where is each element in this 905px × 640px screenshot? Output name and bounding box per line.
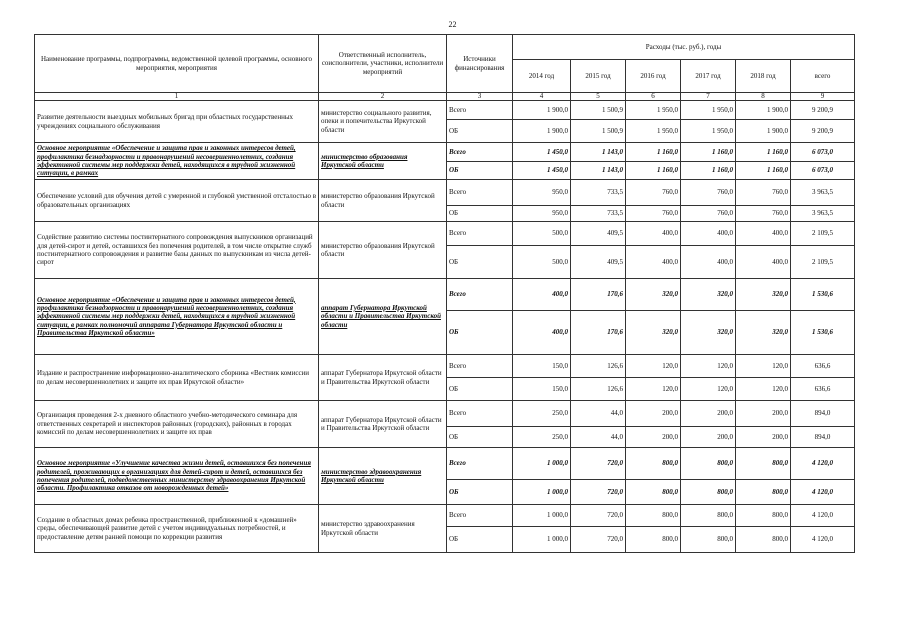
total-value: 6 073,0 [791,143,855,162]
year-value: 1 143,0 [571,162,626,180]
funding-source: Всего [447,180,513,206]
year-value: 1 160,0 [736,162,791,180]
table-row [35,101,855,120]
year-value: 760,0 [626,180,681,206]
table-row [35,180,855,206]
year-value: 800,0 [626,480,681,505]
column-number: 6 [626,93,681,101]
total-value: 1 530,6 [791,311,855,355]
activity-name: Создание в областных домах ребенка пространственной, приближенной к «домашней» среды, обеспечивающей развитие детей с учетом индивидуальных потребностей, и предоставление детям ранней помощи по коррекции развития [35,505,319,553]
funding-source: ОБ [447,246,513,279]
year-value: 800,0 [626,505,681,527]
year-value: 760,0 [736,206,791,222]
year-value: 120,0 [626,355,681,378]
year-value: 760,0 [736,180,791,206]
year-value: 400,0 [736,246,791,279]
year-value: 800,0 [736,448,791,480]
year-value: 320,0 [681,311,736,355]
total-value: 3 963,5 [791,180,855,206]
total-value: 6 073,0 [791,162,855,180]
year-value: 800,0 [736,527,791,553]
year-value: 120,0 [681,378,736,401]
year-value: 1 900,0 [513,120,571,143]
year-value: 170,6 [571,311,626,355]
funding-source: ОБ [447,120,513,143]
total-value: 9 200,9 [791,120,855,143]
year-value: 720,0 [571,505,626,527]
table-body [35,101,855,553]
header-responsible: Ответственный исполнитель, соисполнители, участники, исполнители мероприятий [319,35,447,93]
column-number: 7 [681,93,736,101]
funding-source: ОБ [447,480,513,505]
year-value: 1 500,9 [571,120,626,143]
funding-source: Всего [447,101,513,120]
year-value: 800,0 [736,505,791,527]
total-value: 2 109,5 [791,222,855,246]
year-value: 120,0 [626,378,681,401]
total-value: 894,0 [791,427,855,448]
funding-source: ОБ [447,162,513,180]
activity-name: Развитие деятельности выездных мобильных бригад при областных государственных учреждениях социального обслуживания [35,101,319,143]
responsible-executor: министерство образования Иркутской области [319,222,447,279]
header-sources: Источники финансирования [447,35,513,93]
page-number: 22 [448,20,457,29]
activity-name: Основное мероприятие «Обеспечение и защита прав и законных интересов детей, профилактика безнадзорности и правонарушений несовершеннолетних, создания эффективной системы мер поддержки детей, находящихся в трудной жизненной ситуации, в рамках [35,143,319,180]
column-number: 5 [571,93,626,101]
year-value: 250,0 [513,401,571,427]
funding-source: ОБ [447,378,513,401]
year-value: 1 500,9 [571,101,626,120]
total-value: 1 530,6 [791,279,855,311]
year-value: 1 000,0 [513,448,571,480]
year-value: 400,0 [513,279,571,311]
column-number: 3 [447,93,513,101]
year-value: 760,0 [681,206,736,222]
total-value: 4 120,0 [791,505,855,527]
funding-source: Всего [447,279,513,311]
header-year: 2014 год [513,60,571,93]
total-value: 2 109,5 [791,246,855,279]
budget-table [34,34,855,553]
year-value: 1 160,0 [736,143,791,162]
year-value: 500,0 [513,246,571,279]
year-value: 760,0 [681,180,736,206]
year-value: 800,0 [681,480,736,505]
year-value: 1 000,0 [513,480,571,505]
year-value: 1 900,0 [513,101,571,120]
funding-source: ОБ [447,311,513,355]
year-value: 1 000,0 [513,505,571,527]
year-value: 1 160,0 [681,143,736,162]
year-value: 400,0 [681,246,736,279]
year-value: 170,6 [571,279,626,311]
total-value: 4 120,0 [791,527,855,553]
total-value: 4 120,0 [791,448,855,480]
year-value: 1 950,0 [681,101,736,120]
year-value: 950,0 [513,206,571,222]
total-value: 636,6 [791,355,855,378]
year-value: 120,0 [681,355,736,378]
year-value: 500,0 [513,222,571,246]
table-row [35,355,855,378]
year-value: 1 950,0 [626,120,681,143]
activity-name: Обеспечение условий для обучения детей с умеренной и глубокой умственной отсталостью в образовательных организациях [35,180,319,222]
activity-name: Организация проведения 2-х дневного областного учебно-методического семинара для ответственных секретарей и инспекторов районных (городских), районных в городах комиссий по делам несовершеннолетних и защите их прав [35,401,319,448]
year-value: 320,0 [626,311,681,355]
activity-name: Основное мероприятие «Обеспечение и защита прав и законных интересов детей, профилактика безнадзорности и правонарушений несовершеннолетних, создания эффективной системы мер поддержки детей, находящихся в трудной жизненной ситуации, в рамках полномочий аппарата Губернатора Иркутской области и Правительства Иркутской области» [35,279,319,355]
header-year: 2016 год [626,60,681,93]
total-value: 4 120,0 [791,480,855,505]
year-value: 800,0 [736,480,791,505]
year-value: 320,0 [626,279,681,311]
year-value: 1 160,0 [626,162,681,180]
year-value: 950,0 [513,180,571,206]
funding-source: Всего [447,505,513,527]
funding-source: ОБ [447,206,513,222]
year-value: 800,0 [626,527,681,553]
responsible-executor: министерство здравоохранения Иркутской области [319,505,447,553]
table-row [35,401,855,427]
year-value: 400,0 [626,222,681,246]
year-value: 1 160,0 [626,143,681,162]
activity-name: Содействие развитию системы постинтернатного сопровождения выпускников организаций для детей-сирот и детей, оставшихся без попечения родителей, в том числе открытие служб постинтернатного сопровождения и развитие базы данных по выпускникам из числа детей-сирот [35,222,319,279]
table-row [35,448,855,480]
year-value: 200,0 [681,401,736,427]
year-value: 320,0 [736,311,791,355]
total-value: 636,6 [791,378,855,401]
column-number: 1 [35,93,319,101]
year-value: 720,0 [571,448,626,480]
header-year: 2017 год [681,60,736,93]
year-value: 400,0 [681,222,736,246]
year-value: 400,0 [513,311,571,355]
year-value: 1 950,0 [626,101,681,120]
year-value: 1 000,0 [513,527,571,553]
column-number: 9 [791,93,855,101]
year-value: 760,0 [626,206,681,222]
year-value: 1 450,0 [513,162,571,180]
responsible-executor: аппарат Губернатора Иркутской области и Правительства Иркутской области [319,401,447,448]
year-value: 720,0 [571,527,626,553]
year-value: 150,0 [513,355,571,378]
year-value: 720,0 [571,480,626,505]
year-value: 150,0 [513,378,571,401]
year-value: 120,0 [736,378,791,401]
year-value: 800,0 [626,448,681,480]
year-value: 409,5 [571,222,626,246]
year-value: 126,6 [571,378,626,401]
table-row [35,279,855,311]
year-value: 44,0 [571,427,626,448]
column-number: 2 [319,93,447,101]
year-value: 400,0 [626,246,681,279]
responsible-executor: министерство социального развития, опеки и попечительства Иркутской области [319,101,447,143]
responsible-executor: аппарат Губернатора Иркутской области и Правительства Иркутской области [319,355,447,401]
year-value: 320,0 [681,279,736,311]
year-value: 120,0 [736,355,791,378]
funding-source: ОБ [447,427,513,448]
year-value: 200,0 [626,401,681,427]
funding-source: Всего [447,143,513,162]
year-value: 409,5 [571,246,626,279]
funding-source: ОБ [447,527,513,553]
funding-source: Всего [447,448,513,480]
activity-name: Издание и распространение информационно-аналитического сборника «Вестник комиссии по делам несовершеннолетних и защите их прав Иркутской области» [35,355,319,401]
header-year: 2018 год [736,60,791,93]
responsible-executor: аппарат Губернатора Иркутской области и Правительства Иркутской области [319,279,447,355]
year-value: 250,0 [513,427,571,448]
total-value: 894,0 [791,401,855,427]
responsible-executor: министерство образования Иркутской области [319,180,447,222]
activity-name: Основное мероприятие «Улучшение качества жизни детей, оставшихся без попечения родителей, проживающих в организациях для детей-сирот и детей, оставшихся без попечения родителей, подведомственных министерству здравоохранения Иркутской области. Профилактика отказов от новорожденных детей» [35,448,319,505]
year-value: 200,0 [681,427,736,448]
header-expenses: Расходы (тыс. руб.), годы [513,35,855,60]
year-value: 200,0 [736,401,791,427]
year-value: 800,0 [681,505,736,527]
year-value: 44,0 [571,401,626,427]
year-value: 320,0 [736,279,791,311]
funding-source: Всего [447,401,513,427]
year-value: 1 950,0 [681,120,736,143]
year-value: 1 160,0 [681,162,736,180]
header-total: всего [791,60,855,93]
responsible-executor: министерство образования Иркутской области [319,143,447,180]
column-number: 4 [513,93,571,101]
header-name: Наименование программы, подпрограммы, ведомственной целевой программы, основного мероприятия, мероприятия [35,35,319,93]
funding-source: Всего [447,222,513,246]
year-value: 126,6 [571,355,626,378]
year-value: 200,0 [626,427,681,448]
year-value: 1 450,0 [513,143,571,162]
table-row [35,143,855,162]
funding-source: Всего [447,355,513,378]
year-value: 1 143,0 [571,143,626,162]
total-value: 9 200,9 [791,101,855,120]
table-row [35,505,855,527]
year-value: 400,0 [736,222,791,246]
table-row [35,222,855,246]
column-number: 8 [736,93,791,101]
year-value: 733,5 [571,180,626,206]
year-value: 200,0 [736,427,791,448]
year-value: 800,0 [681,448,736,480]
responsible-executor: министерство здравоохранения Иркутской области [319,448,447,505]
year-value: 733,5 [571,206,626,222]
year-value: 1 900,0 [736,101,791,120]
year-value: 800,0 [681,527,736,553]
header-year: 2015 год [571,60,626,93]
total-value: 3 963,5 [791,206,855,222]
year-value: 1 900,0 [736,120,791,143]
column-number-row [35,93,855,101]
